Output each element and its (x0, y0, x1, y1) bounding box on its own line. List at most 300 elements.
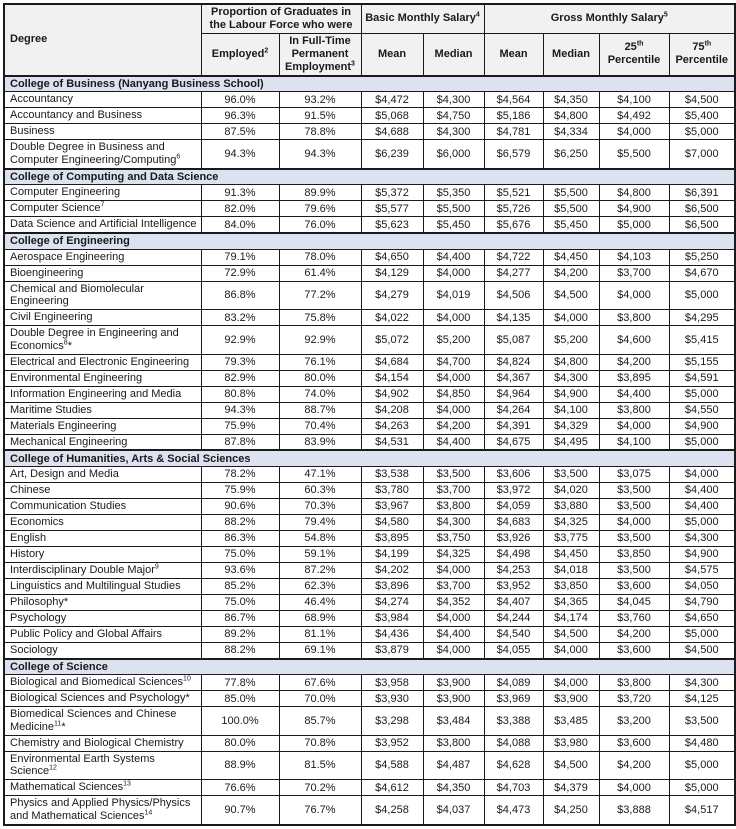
table-header (4, 4, 735, 76)
value-cell: $4,600 (599, 326, 669, 355)
value-cell: $4,365 (543, 594, 599, 610)
table-body (4, 76, 735, 825)
value-cell: 88.2% (201, 514, 279, 530)
value-cell: $5,068 (361, 108, 423, 124)
value-cell: $4,154 (361, 370, 423, 386)
value-cell: 70.3% (279, 498, 361, 514)
value-cell: $3,850 (599, 546, 669, 562)
degree-footnote: 10 (183, 675, 191, 683)
value-cell: 79.1% (201, 249, 279, 265)
degree-cell: Public Policy and Global Affairs (4, 626, 201, 642)
value-cell: $6,579 (484, 140, 543, 169)
table-row (4, 265, 735, 281)
value-cell: $4,684 (361, 354, 423, 370)
value-cell: 75.0% (201, 546, 279, 562)
value-cell: $4,650 (669, 610, 735, 626)
col-header-employed (201, 33, 279, 75)
degree-footnote: 9 (154, 563, 159, 571)
value-cell: $4,670 (669, 265, 735, 281)
value-cell: $4,000 (669, 466, 735, 482)
value-cell: 91.5% (279, 108, 361, 124)
table-row (4, 281, 735, 310)
value-cell: $4,650 (361, 249, 423, 265)
table-row (4, 140, 735, 169)
value-cell: $3,075 (599, 466, 669, 482)
degree-cell: Accountancy (4, 92, 201, 108)
value-cell: $4,000 (423, 402, 484, 418)
value-cell: $5,000 (599, 217, 669, 233)
degree-cell: Computer Science$^7$ (4, 201, 201, 217)
degree-cell: Computer Engineering (4, 185, 201, 201)
degree-footnote: 12 (49, 764, 57, 772)
value-cell: 83.2% (201, 310, 279, 326)
degree-cell: Bioengineering (4, 265, 201, 281)
col-group-labour-force (201, 4, 361, 33)
value-cell: $4,263 (361, 418, 423, 434)
p75-word: Percentile (675, 54, 729, 67)
value-cell: $3,930 (361, 691, 423, 707)
value-cell: $3,500 (599, 562, 669, 578)
value-cell: $4,492 (599, 108, 669, 124)
value-cell: $7,000 (669, 140, 735, 169)
value-cell: $4,000 (599, 418, 669, 434)
value-cell: 62.3% (279, 578, 361, 594)
p75-sup: th (704, 40, 712, 48)
value-cell: $4,850 (423, 386, 484, 402)
value-cell: 61.4% (279, 265, 361, 281)
table-row (4, 92, 735, 108)
value-cell: $5,623 (361, 217, 423, 233)
degree-label: Degree (10, 33, 48, 46)
header-group-row (4, 4, 735, 33)
value-cell: 76.0% (279, 217, 361, 233)
degree-footnote: 14 (144, 809, 153, 817)
value-cell: $4,045 (599, 594, 669, 610)
value-cell: $3,500 (543, 466, 599, 482)
value-cell: $4,000 (599, 780, 669, 796)
value-cell: $4,902 (361, 386, 423, 402)
value-cell: $3,500 (599, 482, 669, 498)
value-cell: 82.0% (201, 201, 279, 217)
value-cell: 77.2% (279, 281, 361, 310)
value-cell: 86.3% (201, 530, 279, 546)
value-cell: $3,967 (361, 498, 423, 514)
value-cell: $4,089 (484, 675, 543, 691)
value-cell: 100.0% (201, 707, 279, 736)
col-group-gross-salary (484, 4, 735, 33)
value-cell: 47.1% (279, 466, 361, 482)
p75-num: 75 (692, 41, 705, 54)
degree-cell: Materials Engineering (4, 418, 201, 434)
value-cell: $4,790 (669, 594, 735, 610)
value-cell: $5,500 (543, 185, 599, 201)
value-cell: $4,400 (669, 482, 735, 498)
value-cell: 88.2% (201, 642, 279, 658)
value-cell: 54.8% (279, 530, 361, 546)
value-cell: $4,800 (543, 108, 599, 124)
value-cell: 60.3% (279, 482, 361, 498)
value-cell: $4,020 (543, 482, 599, 498)
value-cell: $4,100 (543, 402, 599, 418)
value-cell: $4,473 (484, 796, 543, 825)
value-cell: $5,500 (423, 201, 484, 217)
value-cell: $3,500 (669, 707, 735, 736)
value-cell: $4,800 (599, 185, 669, 201)
value-cell: $4,900 (669, 418, 735, 434)
col-header-75th-percentile (669, 33, 735, 75)
value-cell: $3,850 (543, 578, 599, 594)
basic-salary-label: Basic Monthly Salary (365, 12, 476, 25)
value-cell: $3,879 (361, 642, 423, 658)
table-row (4, 610, 735, 626)
table-row (4, 310, 735, 326)
p25-sup: th (636, 40, 644, 48)
value-cell: $3,298 (361, 707, 423, 736)
degree-footnote: 13 (123, 780, 131, 788)
value-cell: $4,295 (669, 310, 735, 326)
degree-footnote: 6 (176, 153, 181, 161)
value-cell: $4,037 (423, 796, 484, 825)
value-cell: 78.8% (279, 124, 361, 140)
value-cell: 86.7% (201, 610, 279, 626)
degree-cell: Chemical and Biomolecular Engineering (4, 281, 201, 310)
value-cell: $3,200 (599, 707, 669, 736)
value-cell: $4,352 (423, 594, 484, 610)
value-cell: $4,277 (484, 265, 543, 281)
degree-cell: Aerospace Engineering (4, 249, 201, 265)
value-cell: $3,900 (423, 691, 484, 707)
value-cell: $5,415 (669, 326, 735, 355)
value-cell: $3,500 (599, 530, 669, 546)
value-cell: $4,800 (543, 354, 599, 370)
table-row (4, 249, 735, 265)
value-cell: $3,900 (543, 691, 599, 707)
value-cell: 85.2% (201, 578, 279, 594)
degree-cell: Data Science and Artificial Intelligence (4, 217, 201, 233)
value-cell: 76.7% (279, 796, 361, 825)
value-cell: $3,700 (599, 265, 669, 281)
value-cell: 94.3% (201, 140, 279, 169)
col-header-degree (4, 4, 201, 76)
basic-salary-footnote: 4 (475, 11, 480, 19)
value-cell: $4,498 (484, 546, 543, 562)
value-cell: $4,900 (543, 386, 599, 402)
degree-cell: Chinese (4, 482, 201, 498)
value-cell: $4,407 (484, 594, 543, 610)
value-cell: $5,726 (484, 201, 543, 217)
value-cell: 79.4% (279, 514, 361, 530)
value-cell: $4,350 (423, 780, 484, 796)
value-cell: $4,000 (543, 642, 599, 658)
value-cell: $3,600 (599, 578, 669, 594)
degree-cell: Business (4, 124, 201, 140)
value-cell: $4,103 (599, 249, 669, 265)
value-cell: $4,531 (361, 434, 423, 450)
value-cell: $3,775 (543, 530, 599, 546)
value-cell: $5,200 (423, 326, 484, 355)
value-cell: $4,700 (423, 354, 484, 370)
degree-cell: Biomedical Sciences and Chinese Medicine$^{11}$* (4, 707, 201, 736)
value-cell: 89.2% (201, 626, 279, 642)
value-cell: $3,700 (423, 578, 484, 594)
value-cell: $4,018 (543, 562, 599, 578)
value-cell: 87.8% (201, 434, 279, 450)
labour-group-label: Proportion of Graduates in the Labour Force who were (209, 6, 353, 31)
value-cell: $4,000 (423, 310, 484, 326)
value-cell: $5,500 (543, 201, 599, 217)
value-cell: $4,575 (669, 562, 735, 578)
value-cell: $3,538 (361, 466, 423, 482)
col-header-gross-median: Median (543, 33, 599, 75)
value-cell: $4,688 (361, 124, 423, 140)
table-row (4, 707, 735, 736)
value-cell: $4,379 (543, 780, 599, 796)
col-group-basic-salary (361, 4, 484, 33)
value-cell: $4,300 (423, 514, 484, 530)
table-row (4, 514, 735, 530)
value-cell: $4,300 (423, 92, 484, 108)
value-cell: $4,000 (599, 124, 669, 140)
value-cell: $5,676 (484, 217, 543, 233)
value-cell: $4,450 (543, 249, 599, 265)
value-cell: 96.3% (201, 108, 279, 124)
value-cell: $4,129 (361, 265, 423, 281)
degree-cell: Interdisciplinary Double Major$^9$ (4, 562, 201, 578)
value-cell: $4,000 (599, 281, 669, 310)
value-cell: $5,000 (669, 751, 735, 780)
value-cell: $6,500 (669, 201, 735, 217)
value-cell: 84.0% (201, 217, 279, 233)
value-cell: $3,600 (599, 642, 669, 658)
degree-cell: History (4, 546, 201, 562)
section-header-row (4, 169, 735, 185)
value-cell: 69.1% (279, 642, 361, 658)
table-row (4, 530, 735, 546)
table-row (4, 124, 735, 140)
value-cell: $4,125 (669, 691, 735, 707)
degree-cell: Double Degree in Business and Computer Engineering/Computing$^6$ (4, 140, 201, 169)
value-cell: 87.2% (279, 562, 361, 578)
value-cell: 91.3% (201, 185, 279, 201)
table-row (4, 546, 735, 562)
section-title: College of Humanities, Arts & Social Sciences (4, 450, 735, 466)
degree-cell: Art, Design and Media (4, 466, 201, 482)
table-row (4, 386, 735, 402)
value-cell: $4,500 (543, 281, 599, 310)
table-row (4, 402, 735, 418)
value-cell: $5,500 (599, 140, 669, 169)
degree-cell: Philosophy* (4, 594, 201, 610)
value-cell: $3,896 (361, 578, 423, 594)
value-cell: $4,199 (361, 546, 423, 562)
value-cell: 86.8% (201, 281, 279, 310)
section-title: College of Engineering (4, 233, 735, 249)
table-row (4, 354, 735, 370)
degree-cell: Communication Studies (4, 498, 201, 514)
value-cell: $3,606 (484, 466, 543, 482)
degree-cell: Environmental Engineering (4, 370, 201, 386)
value-cell: 85.0% (201, 691, 279, 707)
value-cell: $4,000 (423, 370, 484, 386)
value-cell: $4,000 (423, 610, 484, 626)
value-cell: $4,900 (669, 546, 735, 562)
value-cell: $4,250 (543, 796, 599, 825)
table-row (4, 434, 735, 450)
col-header-basic-mean: Mean (361, 33, 423, 75)
section-header-row (4, 233, 735, 249)
value-cell: $4,824 (484, 354, 543, 370)
value-cell: 59.1% (279, 546, 361, 562)
value-cell: $4,781 (484, 124, 543, 140)
value-cell: $4,200 (543, 265, 599, 281)
degree-footnote: 8 (63, 339, 68, 347)
value-cell: $5,072 (361, 326, 423, 355)
graduate-employment-table (3, 3, 736, 826)
degree-cell: Electrical and Electronic Engineering (4, 354, 201, 370)
value-cell: 94.3% (201, 402, 279, 418)
section-title: College of Business (Nanyang Business School) (4, 76, 735, 92)
value-cell: $3,750 (423, 530, 484, 546)
value-cell: $4,703 (484, 780, 543, 796)
value-cell: $4,100 (599, 434, 669, 450)
value-cell: $4,400 (669, 498, 735, 514)
degree-cell: Mechanical Engineering (4, 434, 201, 450)
value-cell: $4,000 (543, 675, 599, 691)
value-cell: 70.8% (279, 735, 361, 751)
value-cell: $4,500 (669, 92, 735, 108)
value-cell: $5,000 (669, 434, 735, 450)
value-cell: $4,628 (484, 751, 543, 780)
value-cell: $4,000 (543, 310, 599, 326)
value-cell: $4,200 (599, 626, 669, 642)
value-cell: $4,258 (361, 796, 423, 825)
col-header-basic-median: Median (423, 33, 484, 75)
table-row (4, 326, 735, 355)
value-cell: $4,264 (484, 402, 543, 418)
value-cell: $4,367 (484, 370, 543, 386)
value-cell: $4,200 (423, 418, 484, 434)
value-cell: $4,000 (423, 562, 484, 578)
value-cell: 89.9% (279, 185, 361, 201)
value-cell: $3,500 (423, 466, 484, 482)
table-row (4, 780, 735, 796)
table-row (4, 185, 735, 201)
value-cell: $3,484 (423, 707, 484, 736)
value-cell: 76.1% (279, 354, 361, 370)
section-header-row (4, 659, 735, 675)
value-cell: $4,480 (669, 735, 735, 751)
value-cell: $3,888 (599, 796, 669, 825)
value-cell: 81.1% (279, 626, 361, 642)
table-row (4, 562, 735, 578)
degree-cell: Psychology (4, 610, 201, 626)
value-cell: $4,000 (423, 642, 484, 658)
degree-cell: Linguistics and Multilingual Studies (4, 578, 201, 594)
value-cell: 90.7% (201, 796, 279, 825)
value-cell: 93.2% (279, 92, 361, 108)
value-cell: $4,500 (543, 751, 599, 780)
value-cell: $4,334 (543, 124, 599, 140)
degree-cell: Environmental Earth Systems Science$^{12}$ (4, 751, 201, 780)
degree-cell: Double Degree in Engineering and Economics$^8$* (4, 326, 201, 355)
table-row (4, 751, 735, 780)
value-cell: $4,500 (669, 642, 735, 658)
value-cell: $3,880 (543, 498, 599, 514)
value-cell: $4,400 (423, 434, 484, 450)
value-cell: $3,984 (361, 610, 423, 626)
value-cell: $5,000 (669, 386, 735, 402)
value-cell: $4,325 (423, 546, 484, 562)
value-cell: 93.6% (201, 562, 279, 578)
value-cell: 82.9% (201, 370, 279, 386)
degree-cell: Economics (4, 514, 201, 530)
value-cell: $3,780 (361, 482, 423, 498)
value-cell: 78.2% (201, 466, 279, 482)
value-cell: 78.0% (279, 249, 361, 265)
table-row (4, 108, 735, 124)
value-cell: 68.9% (279, 610, 361, 626)
section-header-row (4, 450, 735, 466)
value-cell: $4,000 (423, 265, 484, 281)
degree-cell: Biological and Biomedical Sciences$^{10}$ (4, 675, 201, 691)
value-cell: $4,436 (361, 626, 423, 642)
value-cell: $3,952 (361, 735, 423, 751)
value-cell: $3,800 (423, 498, 484, 514)
value-cell: $5,400 (669, 108, 735, 124)
value-cell: $4,208 (361, 402, 423, 418)
value-cell: $4,300 (669, 530, 735, 546)
gross-salary-footnote: 5 (663, 11, 668, 19)
value-cell: $4,174 (543, 610, 599, 626)
value-cell: $4,055 (484, 642, 543, 658)
value-cell: $5,186 (484, 108, 543, 124)
col-header-25th-percentile (599, 33, 669, 75)
value-cell: $4,400 (423, 249, 484, 265)
section-title: College of Science (4, 659, 735, 675)
col-header-fulltime (279, 33, 361, 75)
value-cell: $4,540 (484, 626, 543, 642)
value-cell: $5,450 (423, 217, 484, 233)
degree-footnote: 11 (54, 720, 62, 728)
value-cell: 70.0% (279, 691, 361, 707)
value-cell: $3,800 (599, 310, 669, 326)
degree-cell: Information Engineering and Media (4, 386, 201, 402)
value-cell: $4,300 (423, 124, 484, 140)
value-cell: $6,500 (669, 217, 735, 233)
value-cell: $4,400 (599, 386, 669, 402)
value-cell: $4,517 (669, 796, 735, 825)
table-row (4, 418, 735, 434)
table-row (4, 578, 735, 594)
value-cell: $4,329 (543, 418, 599, 434)
value-cell: 77.8% (201, 675, 279, 691)
value-cell: $4,506 (484, 281, 543, 310)
value-cell: $5,000 (669, 281, 735, 310)
table-row (4, 675, 735, 691)
value-cell: 88.9% (201, 751, 279, 780)
value-cell: $4,391 (484, 418, 543, 434)
value-cell: $4,100 (599, 92, 669, 108)
value-cell: $4,279 (361, 281, 423, 310)
value-cell: $3,760 (599, 610, 669, 626)
value-cell: $5,155 (669, 354, 735, 370)
value-cell: $3,895 (599, 370, 669, 386)
value-cell: $4,300 (543, 370, 599, 386)
value-cell: $4,564 (484, 92, 543, 108)
table-row (4, 217, 735, 233)
value-cell: $4,487 (423, 751, 484, 780)
degree-cell: Sociology (4, 642, 201, 658)
